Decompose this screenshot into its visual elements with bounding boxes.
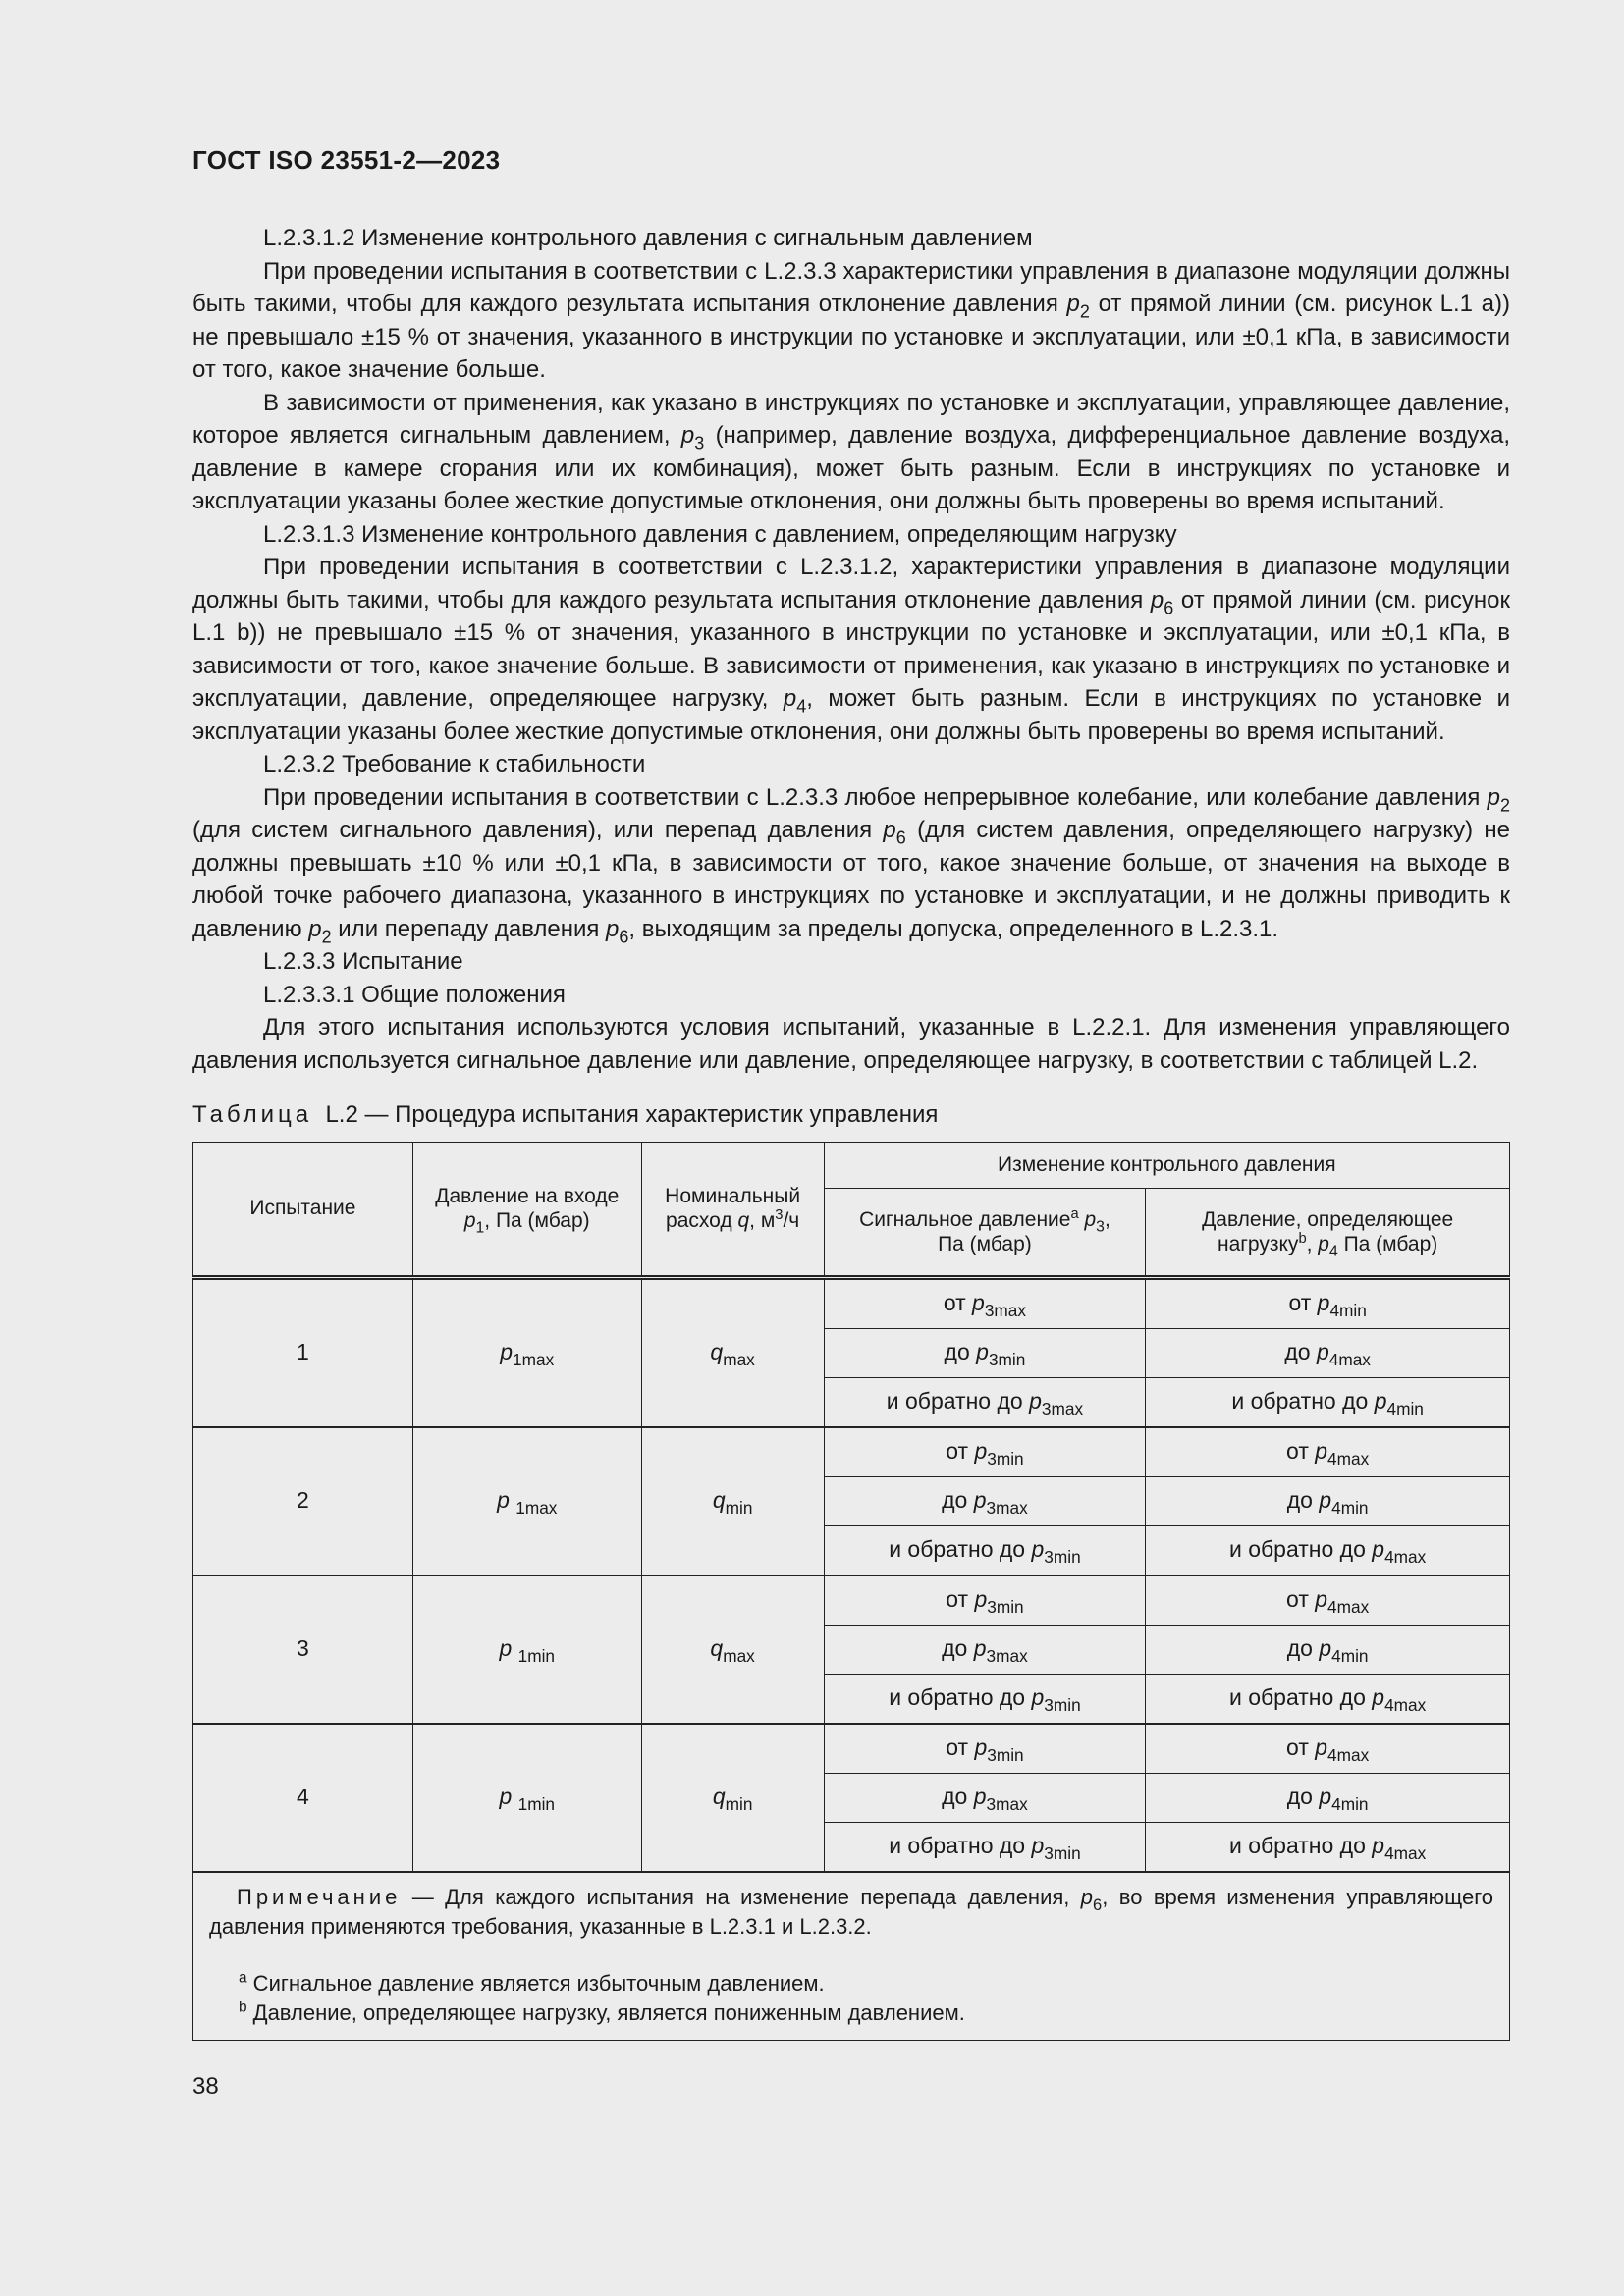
test-number: 4 — [193, 1724, 413, 1872]
section-heading: L.2.3.3.1 Общие положения — [263, 981, 566, 1008]
note-text: Примечание — Для каждого испытания на изменение перепада давления, $p_6$, во время изменения управляющего давления применяются требования, указанные в L.2.3.1 и L.2.3.2. — [209, 1884, 1493, 1939]
table-caption: Таблица L.2 — Процедура испытания характеристик управления — [192, 1101, 939, 1128]
signal-step-cell: от $p_{3min}$ — [824, 1724, 1146, 1774]
signal-step-cell: от $p_{3max}$ — [824, 1277, 1146, 1328]
inlet-pressure-cell: p $_{1min}$ — [412, 1724, 641, 1872]
paragraph: При проведении испытания в соответствии с L.2.3.3 характеристики управления в диапазоне модуляции должны быть такими, чтобы для каждого результата испытания отклонение давления $p_2$ от прямой линии (см. рисунок L.1 a)) не превышало ±15 % от значения, указанного в инструкции по установке и эксплуатации, или ±0,1 кПа, в зависимости от того, какое значение больше. — [192, 257, 1511, 383]
signal-step-cell: от $p_{3min}$ — [824, 1427, 1146, 1477]
load-step-cell: от $p_{4max}$ — [1146, 1427, 1510, 1477]
header-nominal-flow: Номинальный расход q, $м^3/ч$ — [641, 1142, 824, 1277]
footnote-b: $^b$ Давление, определяющее нагрузку, является пониженным давлением. — [239, 1999, 965, 2025]
load-step-cell: и обратно до $p_{4max}$ — [1146, 1822, 1510, 1872]
load-step-cell: до $p_{4max}$ — [1146, 1328, 1510, 1377]
load-step-cell: и обратно до $p_{4max}$ — [1146, 1525, 1510, 1575]
section-heading: L.2.3.2 Требование к стабильности — [263, 751, 646, 777]
test-number: 2 — [193, 1427, 413, 1575]
footnote-a: $^a$ Сигнальное давление является избыточным давлением. — [239, 1969, 825, 1996]
load-step-cell: от $p_{4min}$ — [1146, 1277, 1510, 1328]
signal-step-cell: до $p_{3max}$ — [824, 1476, 1146, 1525]
signal-step-cell: и обратно до $p_{3min}$ — [824, 1525, 1146, 1575]
signal-step-cell: до $p_{3min}$ — [824, 1328, 1146, 1377]
flow-cell: $q_{max}$ — [641, 1575, 824, 1724]
paragraph: В зависимости от применения, как указано в инструкциях по установке и эксплуатации, управляющее давление, которое является сигнальным давлением, $p_3$ (например, давление воздуха, дифференциальное давление воздуха, давление в камере сгорания или их комбинация), может быть разным. Если в инструкциях по установке и эксплуатации указаны более жесткие допустимые отклонения, они должны быть проверены во время испытаний. — [192, 389, 1510, 514]
load-step-cell: до $p_{4min}$ — [1146, 1476, 1510, 1525]
flow-cell: $q_{min}$ — [641, 1427, 824, 1575]
header-inlet-pressure: Давление на входе $p_1$, Па (мбар) — [412, 1142, 641, 1277]
signal-step-cell: до $p_{3max}$ — [824, 1625, 1146, 1674]
paragraph: При проведении испытания в соответствии с L.2.3.3 любое непрерывное колебание, или колебание давления $p_2$ (для систем сигнального давления), или перепад давления $p_6$ (для систем давления, определяющего нагрузку) не должны превышать ±10 % или ±0,1 кПа, в зависимости от того, какое значение больше, от значения на выходе в любой точке рабочего диапазона, указанного в инструкциях по установке и эксплуатации, и не должны приводить к давлению $p_2$ или перепаду давления $p_6$, выходящим за пределы допуска, определенного в L.2.3.1. — [192, 783, 1510, 946]
inlet-pressure-cell: p $_{1min}$ — [412, 1575, 641, 1724]
flow-cell: $q_{max}$ — [641, 1277, 824, 1427]
paragraph: При проведении испытания в соответствии с L.2.3.1.2, характеристики управления в диапазоне модуляции должны быть такими, чтобы для каждого результата испытания отклонение давления $p_6$ от прямой линии (см. рисунок L.1 b)) не превышало ±15 % от значения, указанного в инструкции по установке и эксплуатации, или ±0,1 кПа, в зависимости от того, какое значение больше. В зависимости от применения, как указано в инструкциях по установке и эксплуатации, давление, определяющее нагрузку, $p_4$, может быть разным. Если в инструкциях по установке и эксплуатации указаны более жесткие допустимые отклонения, они должны быть проверены во время испытаний. — [192, 554, 1510, 745]
test-number: 3 — [193, 1575, 413, 1724]
table-footnotes — [209, 1969, 1493, 2028]
signal-step-cell: и обратно до $p_{3min}$ — [824, 1822, 1146, 1872]
section-heading: L.2.3.3 Испытание — [263, 948, 463, 975]
document-body — [192, 222, 1510, 2041]
paragraph: Для этого испытания используются условия испытаний, указанные в L.2.2.1. Для изменения управляющего давления используется сигнальное давление или давление, определяющее нагрузку, в соответствии с таблицей L.2. — [192, 1014, 1510, 1074]
load-step-cell: до $p_{4min}$ — [1146, 1773, 1510, 1822]
signal-step-cell: до $p_{3max}$ — [824, 1773, 1146, 1822]
signal-step-cell: и обратно до $p_{3min}$ — [824, 1674, 1146, 1724]
test-number: 1 — [193, 1277, 413, 1427]
procedure-table — [192, 1142, 1510, 2041]
header-signal-pressure: Сигнальное давление$^a$ $p_3$, Па (мбар) — [824, 1188, 1146, 1277]
header-control-pressure-change: Изменение контрольного давления — [824, 1142, 1509, 1188]
inlet-pressure-cell: p $_{1max}$ — [412, 1427, 641, 1575]
load-step-cell: от $p_{4max}$ — [1146, 1575, 1510, 1626]
signal-step-cell: и обратно до $p_{3max}$ — [824, 1377, 1146, 1427]
load-step-cell: и обратно до $p_{4max}$ — [1146, 1674, 1510, 1724]
page-number: 38 — [192, 2073, 219, 2100]
section-heading: L.2.3.1.2 Изменение контрольного давления с сигнальным давлением — [263, 225, 1033, 251]
signal-step-cell: от $p_{3min}$ — [824, 1575, 1146, 1626]
header-load-pressure: Давление, определяющее нагрузку$^b$, $p_4$ Па (мбар) — [1146, 1188, 1510, 1277]
section-heading: L.2.3.1.3 Изменение контрольного давления с давлением, определяющим нагрузку — [263, 520, 1177, 548]
flow-cell: $q_{min}$ — [641, 1724, 824, 1872]
document-header: ГОСТ ISO 23551-2—2023 — [192, 145, 501, 175]
header-test: Испытание — [193, 1142, 413, 1277]
inlet-pressure-cell: $p_{1max}$ — [412, 1277, 641, 1427]
table-note — [193, 1872, 1510, 2041]
load-step-cell: от $p_{4max}$ — [1146, 1724, 1510, 1774]
load-step-cell: и обратно до $p_{4min}$ — [1146, 1377, 1510, 1427]
load-step-cell: до $p_{4min}$ — [1146, 1625, 1510, 1674]
